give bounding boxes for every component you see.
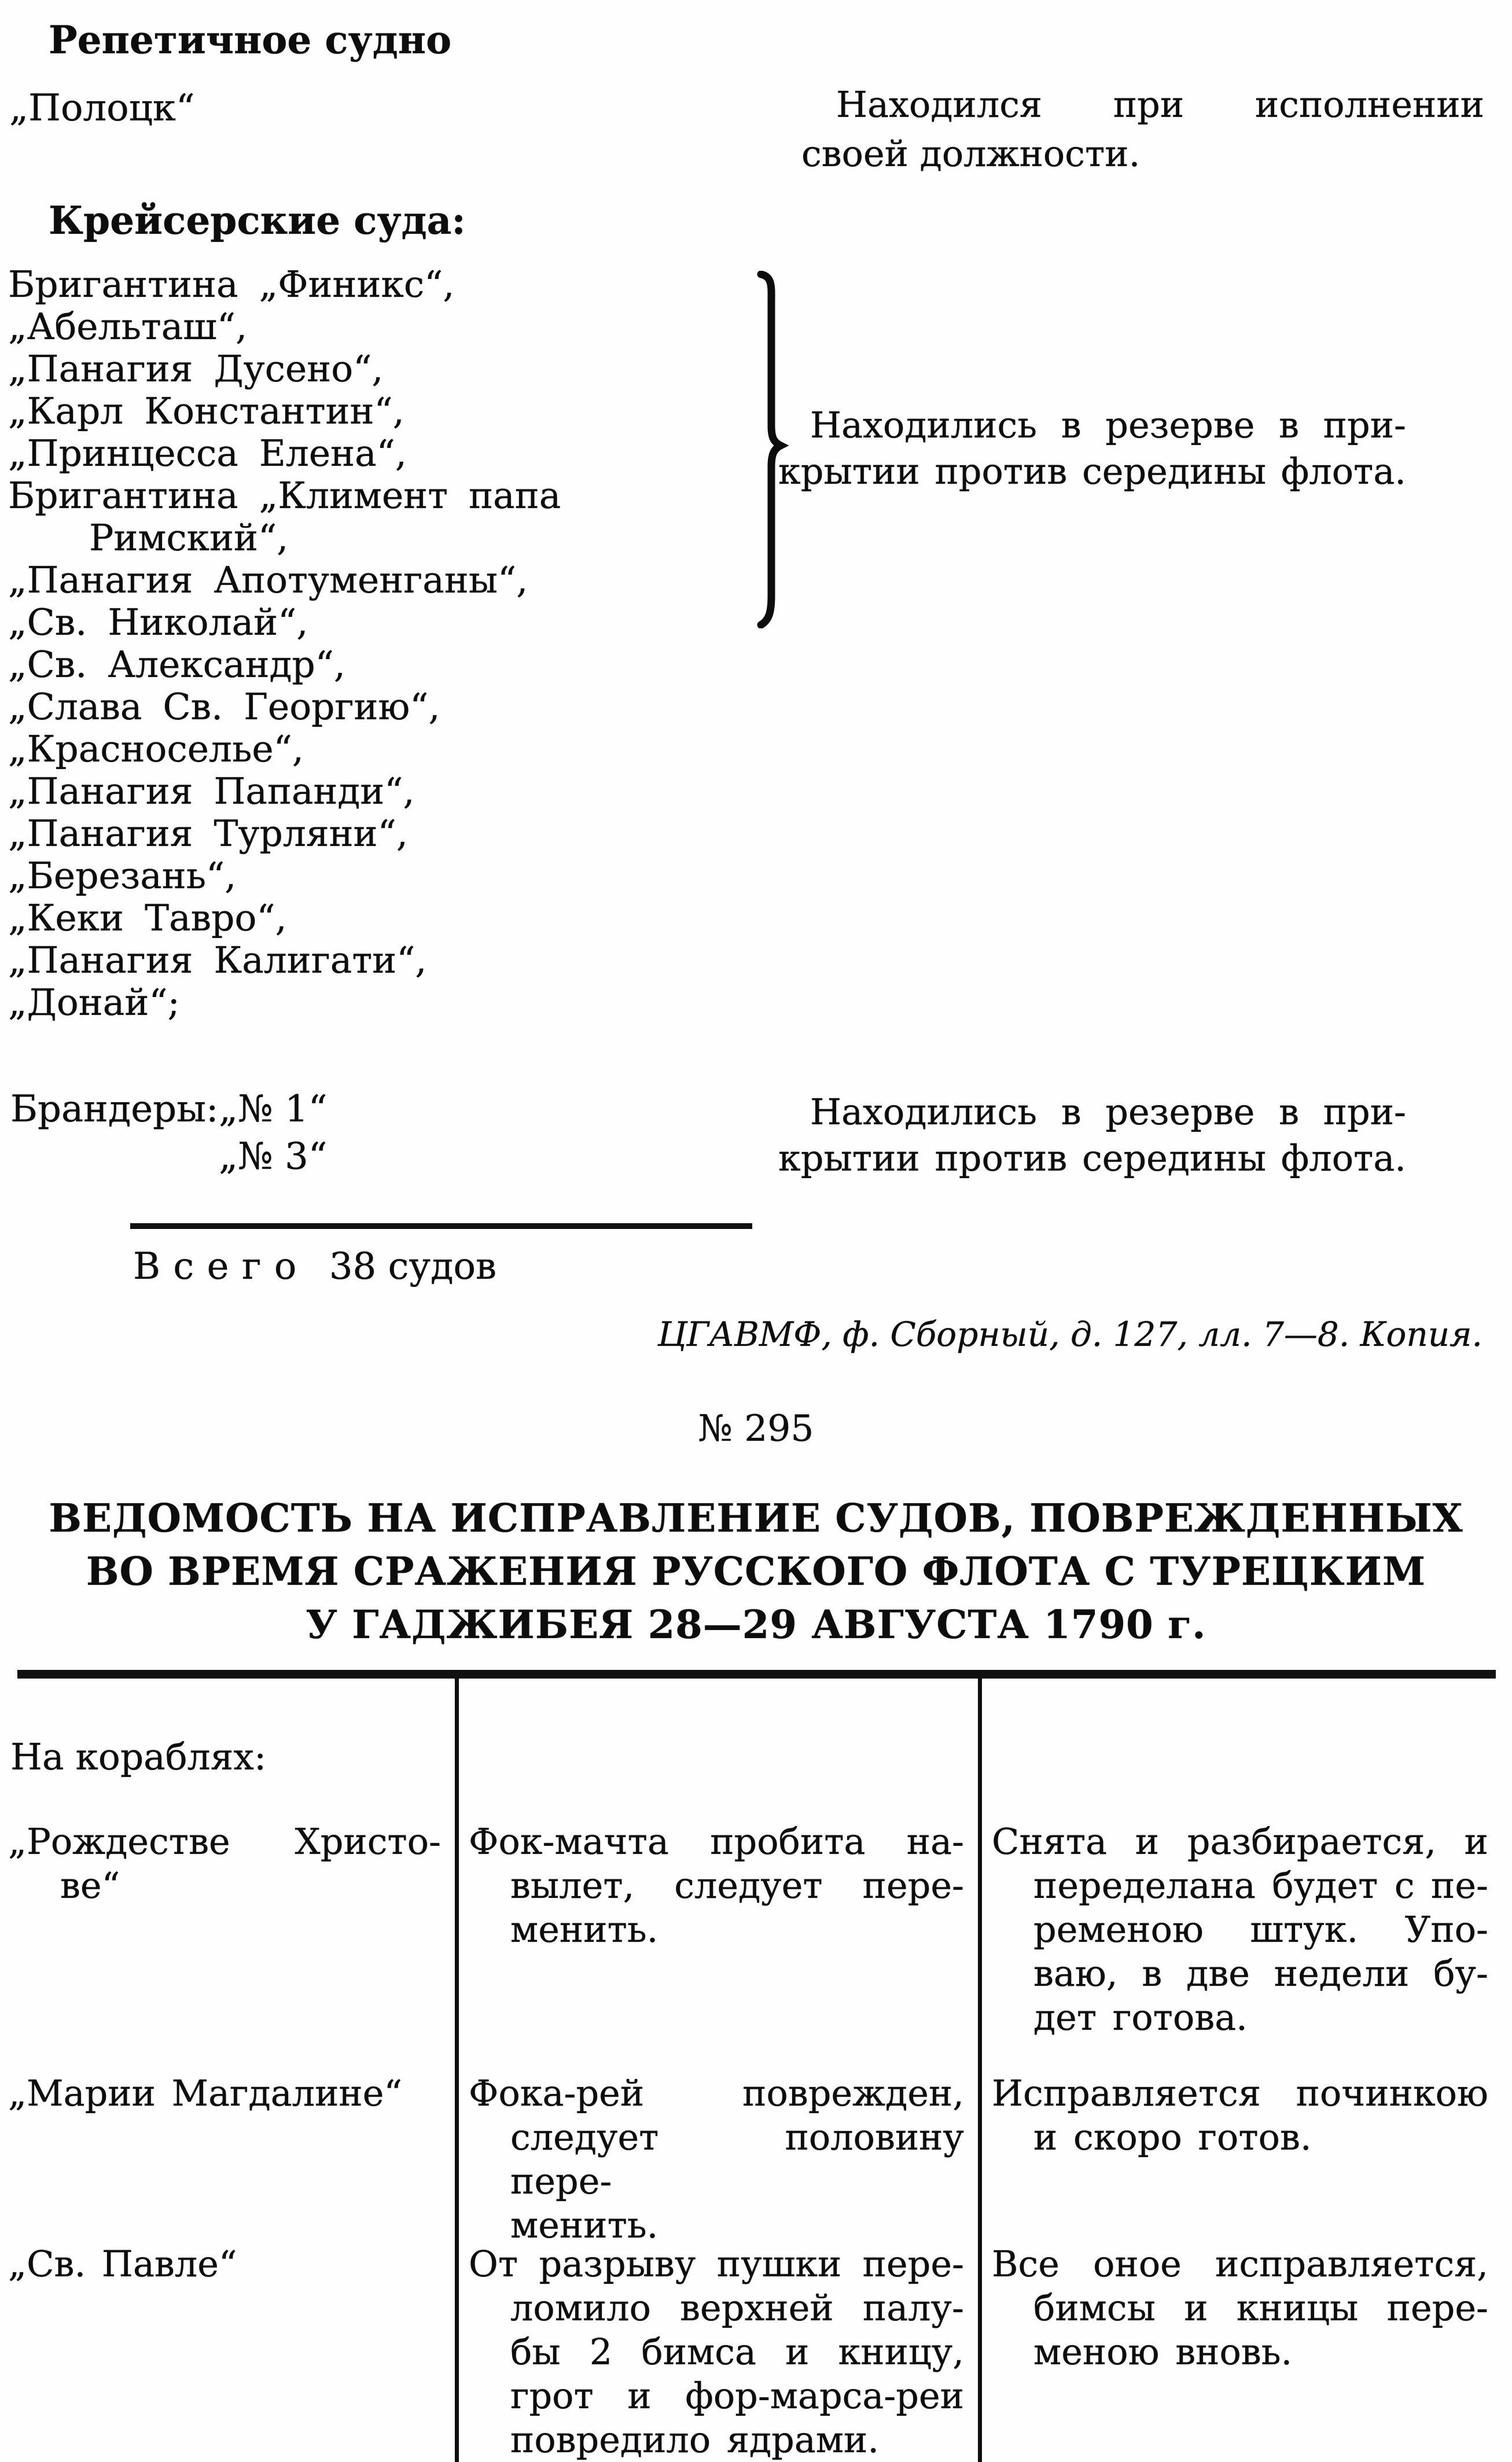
cell-line: меною вновь. <box>1033 2331 1293 2373</box>
cell-line: ваю, в две недели бу- <box>1033 1952 1488 1994</box>
cell-line: ременою штук. Упо- <box>1033 1908 1488 1951</box>
cell-line: следует половину пере- <box>510 2116 964 2202</box>
cell-line: менить. <box>510 2204 658 2246</box>
table-column-divider <box>455 1679 459 2462</box>
repetition-note <box>801 80 1484 178</box>
ship-list-item: „Принцесса Елена“, <box>8 432 407 474</box>
ship-list-item: Бригантина „Финикс“, <box>8 263 455 306</box>
ship-list-item: „Абельташ“, <box>8 306 248 348</box>
cell-line: ве“ <box>60 1864 120 1907</box>
cell-line: грот и фор-марса-реи <box>510 2375 964 2417</box>
document-number: № 295 <box>698 1407 814 1449</box>
ship-list-item: „Слава Св. Георгию“, <box>8 686 440 728</box>
note-line: своей должности. <box>801 133 1141 175</box>
table-column-divider <box>978 1679 982 2462</box>
divider-rule <box>130 1223 752 1229</box>
cell-line: ломило верхней палу- <box>510 2287 964 2329</box>
brander-item: „№ 1“ <box>219 1088 328 1131</box>
cell-line: Исправляется починкою <box>992 2072 1488 2114</box>
ship-list-item: „Березань“, <box>8 855 237 897</box>
table-top-border <box>17 1670 1496 1679</box>
total-count: 38 судов <box>329 1245 497 1288</box>
repetition-vessel-heading: Репетичное судно <box>49 17 452 62</box>
branders-label: Брандеры: <box>10 1088 219 1131</box>
cell-line: „Рождестве Христо- <box>8 1820 441 1863</box>
cell-line: Снята и разбирается, и <box>992 1820 1488 1863</box>
cell-line: дет готова. <box>1033 1996 1248 2038</box>
ship-list-item: „Карл Константин“, <box>8 390 404 432</box>
ship-list-item: „Панагия Дусено“, <box>8 348 384 390</box>
ship-list-item: „Св. Николай“, <box>8 601 308 643</box>
ship-list-item: „Панагия Турляни“, <box>8 812 408 855</box>
cell-line: повредило ядрами. <box>510 2419 880 2461</box>
cell-line: бы 2 бимса и кницу, <box>510 2331 964 2373</box>
ship-list-item: „Кеки Тавро“, <box>8 897 287 939</box>
title-line: ВЕДОМОСТЬ НА ИСПРАВЛЕНИЕ СУДОВ, ПОВРЕЖДЕННЫХ <box>49 1495 1463 1541</box>
note-line: крытии против середины флота. <box>778 450 1406 492</box>
table-row-repair-cell <box>992 1820 1488 2040</box>
cell-line: „Марии Магдалине“ <box>8 2072 403 2114</box>
ship-list-item: Римский“, <box>89 517 289 559</box>
table-row-damage-cell <box>469 2071 964 2247</box>
cell-line: вылет, следует пере- <box>510 1864 964 1907</box>
table-row-ship-cell <box>8 2071 441 2115</box>
ship-list-item: „Красноселье“, <box>8 728 304 770</box>
ship-list-item: Бригантина „Климент папа <box>8 474 561 517</box>
ship-list-item: „Панагия Папанди“, <box>8 770 415 812</box>
cell-line: менить. <box>510 1908 658 1951</box>
total-line <box>133 1245 496 1288</box>
cell-line: и скоро готов. <box>1033 2116 1312 2158</box>
cell-line: Фок-мачта пробита на- <box>469 1820 964 1863</box>
table-row-damage-cell <box>469 1820 964 1952</box>
note-line: Находился при исполнении <box>836 83 1484 126</box>
page-title <box>0 1492 1512 1651</box>
brander-item: „№ 3“ <box>219 1135 328 1178</box>
table-row-repair-cell <box>992 2242 1488 2374</box>
cell-line: Фока-рей поврежден, <box>469 2072 964 2114</box>
note-line: Находились в резерве в при- <box>810 404 1406 446</box>
ship-list-item: „Панагия Апотуменганы“, <box>8 559 528 601</box>
cell-line: переделана будет с пе- <box>1033 1864 1488 1907</box>
branders-note <box>778 1089 1406 1182</box>
cell-line: Все оное исправляется, <box>992 2243 1488 2285</box>
note-line: Находились в резерве в при- <box>810 1091 1406 1133</box>
ship-list-item: „Св. Александр“, <box>8 643 345 686</box>
cruisers-ship-list <box>8 263 561 1024</box>
repetition-vessel-name: „Полоцк“ <box>9 87 195 130</box>
cell-line: От разрыву пушки пере- <box>469 2243 964 2285</box>
cell-line: „Св. Павле“ <box>8 2243 237 2285</box>
title-line: ВО ВРЕМЯ СРАЖЕНИЯ РУССКОГО ФЛОТА С ТУРЕЦКИМ <box>86 1548 1426 1594</box>
table-row-ship-cell <box>8 1820 441 1908</box>
total-word: Всего <box>133 1245 310 1288</box>
table-col1-header: На кораблях: <box>10 1736 267 1778</box>
cruisers-heading: Крейсерские суда: <box>49 198 466 243</box>
table-row-damage-cell <box>469 2242 964 2462</box>
ship-list-item: „Донай“; <box>8 981 180 1024</box>
table-row-repair-cell <box>992 2071 1488 2159</box>
ship-list-item: „Панагия Калигати“, <box>8 939 427 981</box>
title-line: У ГАДЖИБЕЯ 28—29 АВГУСТА 1790 г. <box>306 1602 1206 1647</box>
table-row-ship-cell <box>8 2242 441 2286</box>
note-line: крытии против середины флота. <box>778 1137 1406 1179</box>
archive-source: ЦГАВМФ, ф. Сборный, д. 127, лл. 7—8. Копия. <box>657 1315 1482 1354</box>
cell-line: бимсы и кницы пере- <box>1033 2287 1488 2329</box>
cruisers-note <box>778 402 1406 495</box>
